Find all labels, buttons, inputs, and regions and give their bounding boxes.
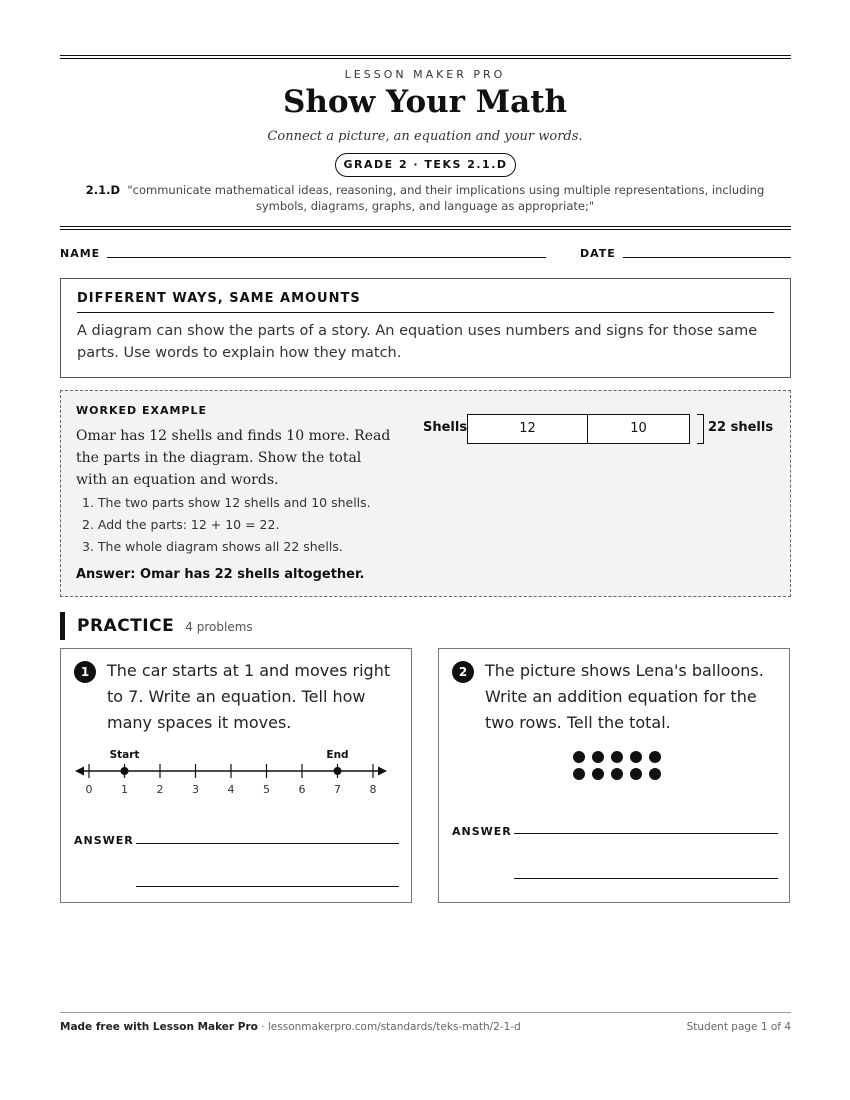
page-subtitle: Connect a picture, an equation and your words. xyxy=(267,129,583,144)
worked-example-problem: Omar has 12 shells and finds 10 more. Read the parts in the diagram. Show the total with an equation and words. xyxy=(76,428,391,488)
problem-text: The car starts at 1 and moves right to 7. Write an equation. Tell how many spaces it moves. xyxy=(107,661,391,732)
practice-count: 4 problems xyxy=(185,620,253,634)
number-line xyxy=(71,745,391,805)
answer-line-1[interactable] xyxy=(514,833,778,834)
header-top-rule xyxy=(60,55,791,59)
worked-example-steps xyxy=(82,492,412,558)
standard-text: "communicate mathematical ideas, reasoning, and their implications using multiple representations, including symbols, diagrams, graphs, and language as appropriate;" xyxy=(127,183,765,213)
worked-example-heading: WORKED EXAMPLE xyxy=(76,404,207,417)
end-label: End xyxy=(326,749,349,761)
tape-part-2: 10 xyxy=(630,421,647,436)
number-line-tick-label: 2 xyxy=(156,783,164,796)
number-line-tick-label: 5 xyxy=(263,783,270,796)
answer-label: ANSWER xyxy=(452,825,512,838)
tape-diagram-label: Shells xyxy=(423,420,468,435)
date-field[interactable] xyxy=(623,257,791,258)
balloon-dot xyxy=(649,768,661,780)
right-arrow-icon xyxy=(378,767,387,776)
problem-card-1 xyxy=(60,648,412,903)
footer-credit xyxy=(60,1021,521,1033)
problem-number-badge: 2 xyxy=(452,661,474,683)
answer-line-1[interactable] xyxy=(136,843,399,844)
header-bottom-rule xyxy=(60,226,791,230)
tape-diagram-total: 22 shells xyxy=(708,420,774,435)
balloon-dot xyxy=(630,751,642,763)
step-item: 2. Add the parts: 12 + 10 = 22. xyxy=(82,517,280,532)
grade-badge: GRADE 2 · TEKS 2.1.D xyxy=(335,153,516,177)
standard-description xyxy=(85,182,765,214)
number-line-tick-label: 0 xyxy=(85,783,93,796)
end-point xyxy=(334,767,342,775)
student-info-row xyxy=(60,245,791,265)
balloon-dot xyxy=(630,768,642,780)
problem-number-badge: 1 xyxy=(74,661,96,683)
number-line-tick-label: 3 xyxy=(192,783,199,796)
number-line-tick-label: 4 xyxy=(227,783,235,796)
left-arrow-icon xyxy=(75,767,84,776)
balloon-dot xyxy=(611,768,623,780)
balloon-dot xyxy=(573,768,585,780)
balloon-dot xyxy=(611,751,623,763)
name-label: NAME xyxy=(60,247,101,260)
page-title: Show Your Math xyxy=(282,84,568,120)
name-field[interactable] xyxy=(107,257,546,258)
practice-heading xyxy=(60,612,253,640)
worked-example-answer: Answer: Omar has 22 shells altogether. xyxy=(76,567,365,582)
standard-code: 2.1.D xyxy=(85,183,121,197)
balloon-dot-array xyxy=(573,751,668,780)
practice-title: PRACTICE xyxy=(77,616,175,636)
problem-card-2 xyxy=(438,648,790,903)
balloon-dot xyxy=(573,751,585,763)
footer-page-number: Student page 1 of 4 xyxy=(686,1021,791,1033)
problem-text: The picture shows Lena's balloons. Write an addition equation for the two rows. Tell the total. xyxy=(485,661,764,732)
answer-label: ANSWER xyxy=(74,834,134,847)
number-line-tick-label: 6 xyxy=(298,783,306,796)
balloon-dot xyxy=(649,751,661,763)
worked-example-box xyxy=(60,390,791,597)
step-item: 3. The whole diagram shows all 22 shells. xyxy=(82,539,343,554)
brand-name: LESSON MAKER PRO xyxy=(344,68,506,81)
start-label: Start xyxy=(109,749,140,761)
intro-text: A diagram can show the parts of a story. An equation uses numbers and signs for those same parts. Use words to explain how they match. xyxy=(77,323,758,361)
intro-heading: DIFFERENT WAYS, SAME AMOUNTS xyxy=(77,291,774,313)
tape-part-1: 12 xyxy=(468,415,588,443)
start-point xyxy=(121,767,129,775)
date-label: DATE xyxy=(580,247,616,260)
answer-line-2[interactable] xyxy=(514,878,778,879)
number-line-tick-label: 1 xyxy=(121,783,128,796)
footer-rule xyxy=(60,1012,791,1013)
number-line-tick-label: 8 xyxy=(369,783,377,796)
footer-made-with: Made free with Lesson Maker Pro xyxy=(60,1021,258,1033)
balloon-dot xyxy=(592,751,604,763)
tape-diagram xyxy=(467,414,690,444)
answer-line-2[interactable] xyxy=(136,886,399,887)
footer-url[interactable]: · lessonmakerpro.com/standards/teks-math/2-1-d xyxy=(257,1021,521,1033)
number-line-tick-label: 7 xyxy=(334,783,341,796)
step-item: 1. The two parts show 12 shells and 10 shells. xyxy=(82,495,371,510)
balloon-dot xyxy=(592,768,604,780)
intro-box xyxy=(60,278,791,378)
bracket-icon xyxy=(697,414,704,444)
